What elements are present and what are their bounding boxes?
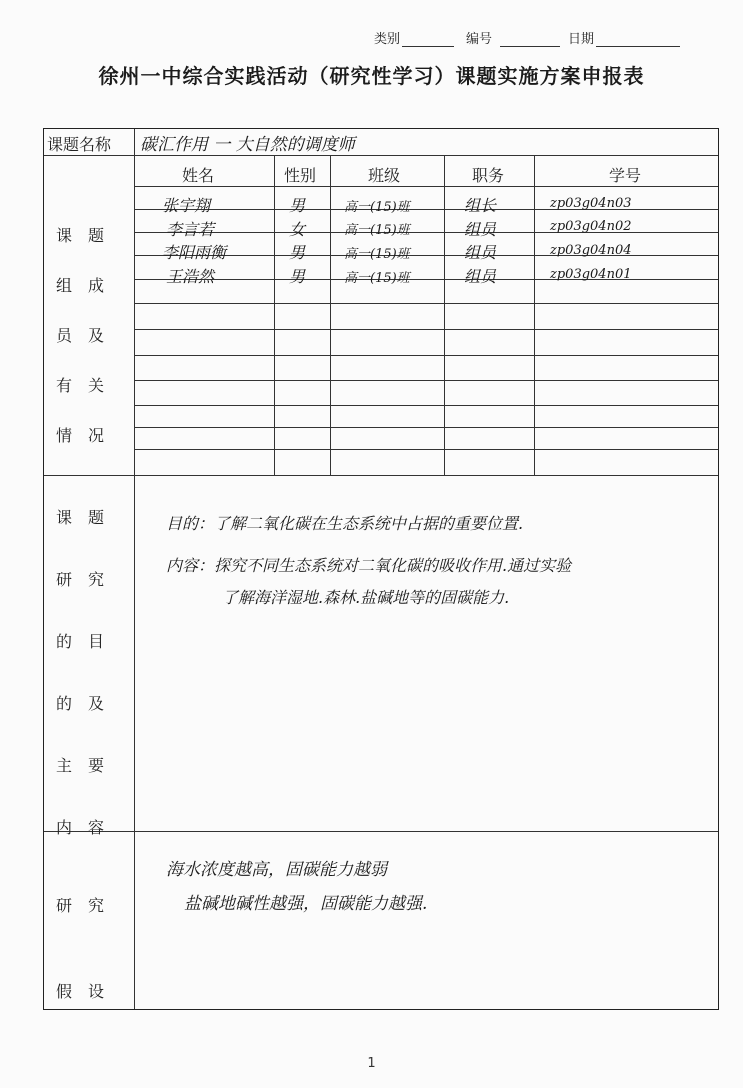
col-header-class: 班级 (368, 166, 401, 185)
member-gender[interactable]: 女 (289, 220, 306, 239)
member-id[interactable]: zp03g04n01 (550, 267, 632, 282)
header-meta (374, 28, 680, 47)
purpose-line-2[interactable]: 内容：探究不同生态系统对二氧化碳的吸收作用.通过实验 (166, 556, 572, 575)
member-role[interactable]: 组长 (464, 196, 497, 215)
category-field[interactable] (402, 32, 454, 47)
members-label-line: 情 况 (56, 426, 105, 445)
col-divider (134, 129, 135, 1009)
purpose-label-line: 研 究 (56, 570, 105, 589)
purpose-label-line: 的 及 (56, 694, 105, 713)
date-label: 日期 (568, 32, 595, 47)
purpose-line-1[interactable]: 目的：了解二氧化碳在生态系统中占据的重要位置. (166, 514, 524, 533)
purpose-label-line: 内 容 (56, 818, 105, 837)
hypothesis-line-1[interactable]: 海水浓度越高，固碳能力越弱 (166, 860, 387, 880)
hypothesis-line-2[interactable]: 盐碱地碱性越强，固碳能力越强. (184, 894, 428, 914)
row-divider (134, 380, 718, 381)
topic-value[interactable]: 碳汇作用 一 大自然的调度师 (140, 135, 355, 155)
page-title: 徐州一中综合实践活动（研究性学习）课题实施方案申报表 (98, 64, 645, 88)
member-id[interactable]: zp03g04n03 (550, 196, 632, 211)
section-divider (44, 475, 718, 476)
members-label-line: 组 成 (56, 276, 105, 295)
member-role[interactable]: 组员 (464, 267, 497, 286)
hypothesis-section-label (56, 863, 104, 1035)
row-divider (134, 405, 718, 406)
members-label-line: 课 题 (56, 226, 105, 245)
member-role[interactable]: 组员 (464, 220, 497, 239)
purpose-label-line: 主 要 (56, 756, 105, 775)
col-header-name: 姓名 (182, 166, 215, 185)
member-gender[interactable]: 男 (289, 196, 306, 215)
application-form (43, 128, 719, 1010)
row-divider (134, 303, 718, 304)
members-section-label (56, 211, 104, 461)
date-field[interactable] (596, 32, 680, 47)
number-label: 编号 (466, 32, 493, 47)
col-header-id: 学号 (609, 166, 642, 185)
member-class[interactable]: 高一(15)班 (344, 223, 410, 238)
col-header-gender: 性别 (284, 166, 317, 185)
row-divider (134, 186, 718, 187)
purpose-label-line: 的 目 (56, 632, 105, 651)
row-divider (44, 155, 718, 156)
category-label: 类别 (374, 32, 401, 47)
col-divider (534, 155, 535, 475)
hypothesis-label-line: 假 设 (56, 982, 105, 1001)
section-divider (44, 831, 718, 832)
member-role[interactable]: 组员 (464, 243, 497, 262)
col-divider (330, 155, 331, 475)
purpose-section-label (56, 487, 104, 859)
member-class[interactable]: 高一(15)班 (344, 200, 410, 215)
member-name[interactable]: 李言若 (166, 220, 215, 239)
member-id[interactable]: zp03g04n02 (550, 219, 632, 234)
member-gender[interactable]: 男 (289, 267, 306, 286)
col-header-role: 职务 (472, 166, 505, 185)
purpose-label-line: 课 题 (56, 508, 105, 527)
page-number: 1 (367, 1056, 376, 1071)
member-name[interactable]: 王浩然 (166, 267, 215, 286)
member-id[interactable]: zp03g04n04 (550, 243, 632, 258)
member-gender[interactable]: 男 (289, 243, 306, 262)
member-class[interactable]: 高一(15)班 (344, 271, 410, 286)
member-name[interactable]: 李阳雨衡 (162, 243, 227, 262)
col-divider (274, 155, 275, 475)
topic-label: 课题名称 (47, 135, 112, 154)
row-divider (134, 355, 718, 356)
member-class[interactable]: 高一(15)班 (344, 247, 410, 262)
col-divider (444, 155, 445, 475)
row-divider (134, 329, 718, 330)
members-label-line: 有 关 (56, 376, 105, 395)
row-divider (134, 449, 718, 450)
members-label-line: 员 及 (56, 326, 105, 345)
number-field[interactable] (500, 32, 560, 47)
hypothesis-label-line: 研 究 (56, 896, 105, 915)
purpose-line-3[interactable]: 了解海洋湿地.森林.盐碱地等的固碳能力. (222, 588, 510, 607)
row-divider (134, 427, 718, 428)
member-name[interactable]: 张宇翔 (162, 196, 211, 215)
